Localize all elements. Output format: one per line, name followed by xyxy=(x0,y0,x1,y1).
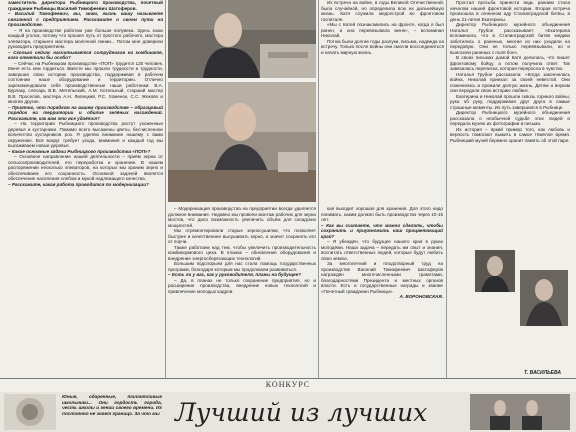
contest-logo xyxy=(4,394,56,430)
paragraph: – На территории Рыбницкого производства растут ухоженные деревья и кустарники. Помимо всего высажены цветы, бесчисленное количество кустарников роз. Я уделяю внимание нашему с вами окружению. Всё вокруг требует ухода, внимания и каждый год мы высаживаем новые деревья. xyxy=(8,121,163,148)
interview-photo xyxy=(168,0,316,78)
paragraph: Екатерина и Николай прошли сквозь горнило войны, рука об руку, поддерживая друг друга в самые страшные моменты. Их путь завершился в Рыбнице. xyxy=(450,93,570,110)
paragraph: – Сколько сейчас насчитывается сотрудников на комбинате, кого отметили бы особо? xyxy=(8,49,163,60)
paragraph: «Мы с Катей познакомились на фронте, когда я был ранен, и она перевязывала меня», – вспоминал Николай. xyxy=(321,22,444,38)
paragraph: Директор Рыбницкого музейного объединения Наталья Грубое рассказывает: «Екатерина вспоминала, что в Сталинградской битве медики заботились о раненых, многие из них уходили на передовую. Они не только перевязывали, но и выносили раненых с поля боя». xyxy=(450,22,570,55)
paragraph: заместитель директора Рыбницкого производства, почетный гражданин Рыбницы Василий Тимофеевич Шатоферов. xyxy=(8,0,163,11)
paragraph: Их встреча на войне, в годы Великой Отечественной, была случайной, но определила всю их дальнейшую жизнь. Катя служила медсестрой во фронтовом госпитале. xyxy=(321,0,444,22)
paragraph: – Есть ли у вас, как у руководителя, планы на будущее? xyxy=(168,272,301,277)
contest-headline: Лучший из лучших xyxy=(175,398,428,427)
paragraph: Их история – яркий пример того, как любовь и верность помогают выжить в самое тяжёлое время. Рыбницкий музей бережно хранит память об этой паре. xyxy=(450,126,570,143)
paragraph: – Я на производстве работаю уже больше полувека. Здесь знаю каждый уголок, потому что прошел путь от простого рабочего, мастера элеватора, старшего мастера молочной линии... Потом мне доверили руководить предприятием. xyxy=(8,27,163,49)
paragraph: Директор Рыбницкого музейного объединения рассказала о необычной судьбе этих людей и передала музею их фотографии и письма. xyxy=(450,110,570,126)
article-column-3 xyxy=(321,206,443,378)
contest-photo xyxy=(470,394,570,430)
couple-photo-1 xyxy=(475,250,515,292)
paragraph: Наталья Грубое рассказала: «Когда закончилась война, Николай приехал за своей невестой. Они поженились и прожили долгую жизнь. Детям и внукам они передали свою историю любви». xyxy=(450,71,570,93)
paragraph: – Приятно, что порядком на вашем производстве – образцовый порядок на территории и обилие зелёных насаждений. Расскажите, как вам это все удаётся? xyxy=(8,104,163,121)
paragraph: – Я убеждён, что будущее нашего края в руках молодёжи. Наша задача – передать им опыт и знания, воспитать ответственных людей, которые будут любить свою землю. xyxy=(321,239,443,261)
paragraph: Также работаем над тем, чтобы увеличить производительность комбикормового цеха. В планах – обновление оборудования и внедрение энергосберегающих технологий. xyxy=(168,244,316,261)
paragraph: – Сейчас на Рыбницком производстве «ПОП» трудится 120 человек. Меня есть кем гордиться. Вместе мы прошли трудности и трудности, завершая свою историю производства, поддерживая в рабочем состоянии наше оборудование и территорию. Отлично зарекомендовали себя производственные наши работники: В.А. Бурлаку, слесарь В.В. Метельский, А.М. Котельный, старший мастер В.В. Проселов, мастера А.Н. Липецкий, Р.С. Хоменок, С.С. Жеково и многие другие. xyxy=(8,60,163,104)
paragraph: Простая просьба принести ведь ранним стала началом нашей фронтовой истории. Вторая встреча произошла в огненном аду Сталинградской битвы, в день 21-летия Екатерины. xyxy=(450,0,570,22)
paragraph: Большим подспорьем для нас стала помощь государственных программ, благодаря которым мы продолжаем развиваться. xyxy=(168,261,316,272)
contest-section xyxy=(0,392,576,432)
paragraph: – Какие основные задачи Рыбницкого производства «ПОП»? xyxy=(8,148,151,154)
paragraph: Потом были долгие годы разлуки, письма, надежда на встречу. Только после войны они смогли воссоединиться и начать мирную жизнь. xyxy=(321,38,444,55)
paragraph: – Расскажите, какая работа проводится по модернизации? xyxy=(8,181,149,187)
section-label: КОНКУРС xyxy=(265,380,311,389)
paragraph: А. ВОРОНОВСКАЯ. xyxy=(399,294,443,299)
paragraph: – Василий Тимофеевич, вы, знаю, жизнь вашу называете связанной с предприятием. Расскажите о своем пути на производстве. xyxy=(8,11,163,27)
article-column-1 xyxy=(8,0,163,378)
paragraph: – Да, в планах не только сохранение предприятия, но и расширение производства, внедрение новых технологий и привлечение молодых кадров. xyxy=(168,277,316,294)
contest-intro: Юные, одаренные, талантливые школьники... Они гордость города, честь школы и гении своего времени. Их постоянно не знает граница. За что мы xyxy=(62,394,162,416)
article-column-2 xyxy=(168,206,316,378)
war-story-column-1 xyxy=(321,0,444,206)
couple-photo-2 xyxy=(520,270,568,326)
paragraph: Мы отремонтировали старые зерносушилки, что позволяет быстрее и качественнее высушивать зерно, а значит сохранять его от порчи. xyxy=(168,228,316,244)
paragraph: В своих письмах домой Катя делилась, что пишет фронтовому бойцу, а потом получила ответ. Так завязалась переписка, которая переросла в чувство. xyxy=(450,55,570,71)
paragraph: За многолетний и плодотворный труд на производстве Василий Тимофеевич Шатоферов награждён многочисленными грамотами, благодарностями Президента и местных органов власти. Есть и государственные награды и звание «Почетный гражданин Рыбницы». xyxy=(321,261,443,294)
paragraph: кая выходит хорошая для хранения. Для этого надо понимать, каким должно быть производство через 10-15 лет. xyxy=(321,206,443,222)
paragraph: – Модернизация производства на предприятии всегда уделяется должное внимание. Недавно мы провели монтаж рабочих для зерна мостов, что дало возможность увеличить объём для складских мощностей. xyxy=(168,206,316,228)
paragraph: – Основное направление нашей деятельности – приём зерна от сельхозпроизводителей, его переработка и хранение. В нашем распоряжении несколько элеваторов, на которых мы храним зерно и обеспечиваем его сохранность. Основной задачей является обеспечение населения хлебом и мукой надлежащего качества. xyxy=(8,154,163,181)
director-photo xyxy=(168,82,316,202)
author-signature: Т. ВАСИЛЬЕВА xyxy=(524,370,561,376)
paragraph: – Как вы считаете, что можно сделать, чтобы сохранить и приумножить наш процветающий край? xyxy=(321,222,443,239)
